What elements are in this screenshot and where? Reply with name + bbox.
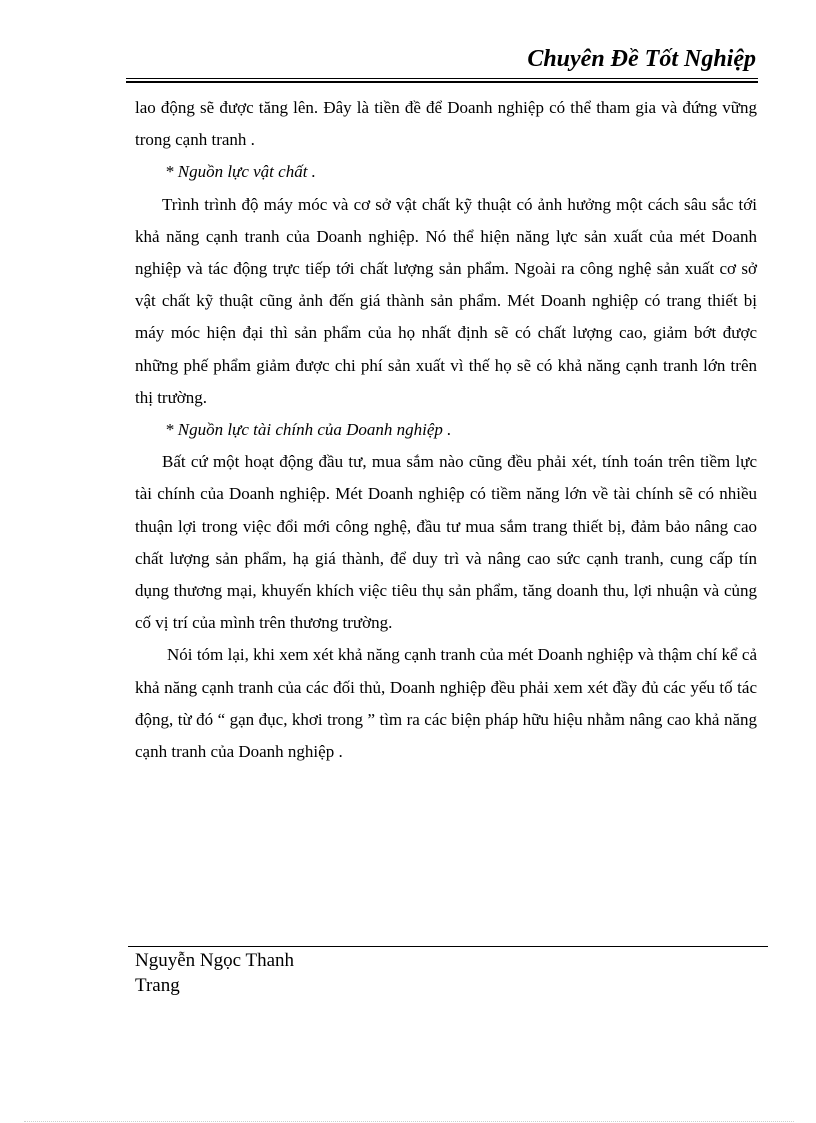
subheading-material-resources: * Nguồn lực vật chất . [165,162,316,182]
paragraph-material-resources: Trình trình độ máy móc và cơ sở vật chất kỹ thuật có ảnh hưởng một cách sâu sắc tới khả năng cạnh tranh của Doanh nghiệp. Nó thể hiện năng lực sản xuất của mét Doanh nghiệp và tác động trực tiếp tới chất lượng sản phẩm. Ngoài ra công nghệ sản xuất cơ sở vật chất kỹ thuật cũng ảnh đến giá thành sản phẩm. Mét Doanh nghiệp có trang thiết bị máy móc hiện đại thì sản phẩm của họ nhất định sẽ có chất lượng cao, giảm bớt được những phế phẩm giảm được chi phí sản xuất vì thế họ sẽ có khả năng cạnh tranh lớn trên thị trường. [135,194,757,407]
page-bottom-edge [24,1121,794,1122]
header-rule [126,78,758,83]
footer-rule [128,946,768,947]
subheading-financial-resources: * Nguồn lực tài chính của Doanh nghiệp . [165,420,452,440]
paragraph-conclusion: Nói tóm lại, khi xem xét khả năng cạnh tranh của mét Doanh nghiệp và thậm chí kể cả khả năng cạnh tranh của các đối thủ, Doanh nghiệp đều phải xem xét đầy đủ các yếu tố tác động, từ đó “ gạn đục, khơi trong ” tìm ra các biện pháp hữu hiệu nhằm nâng cao khả năng cạnh tranh của Doanh nghiệp . [135,645,757,762]
paragraph-continuation: lao động sẽ được tăng lên. Đây là tiền đề để Doanh nghiệp có thể tham gia và đứng vững trong cạnh tranh . [135,98,757,150]
footer-author: Nguyễn Ngọc Thanh Trang [135,950,295,996]
paragraph-financial-resources: Bất cứ một hoạt động đầu tư, mua sắm nào cũng đều phải xét, tính toán trên tiềm lực tài chính của Doanh nghiệp. Mét Doanh nghiệp có tiềm năng lớn về tài chính sẽ có nhiều thuận lợi trong việc đổi mới công nghệ, đầu tư mua sắm trang thiết bị, đảm bảo nâng cao chất lượng sản phẩm, hạ giá thành, để duy trì và nâng cao sức cạnh tranh, cung cấp tín dụng thương mại, khuyến khích việc tiêu thụ sản phẩm, tăng doanh thu, lợi nhuận và củng cố vị trí của mình trên thương trường. [135,452,757,633]
header-title: Chuyên Đề Tốt Nghiệp [527,46,756,72]
document-body [135,92,757,768]
